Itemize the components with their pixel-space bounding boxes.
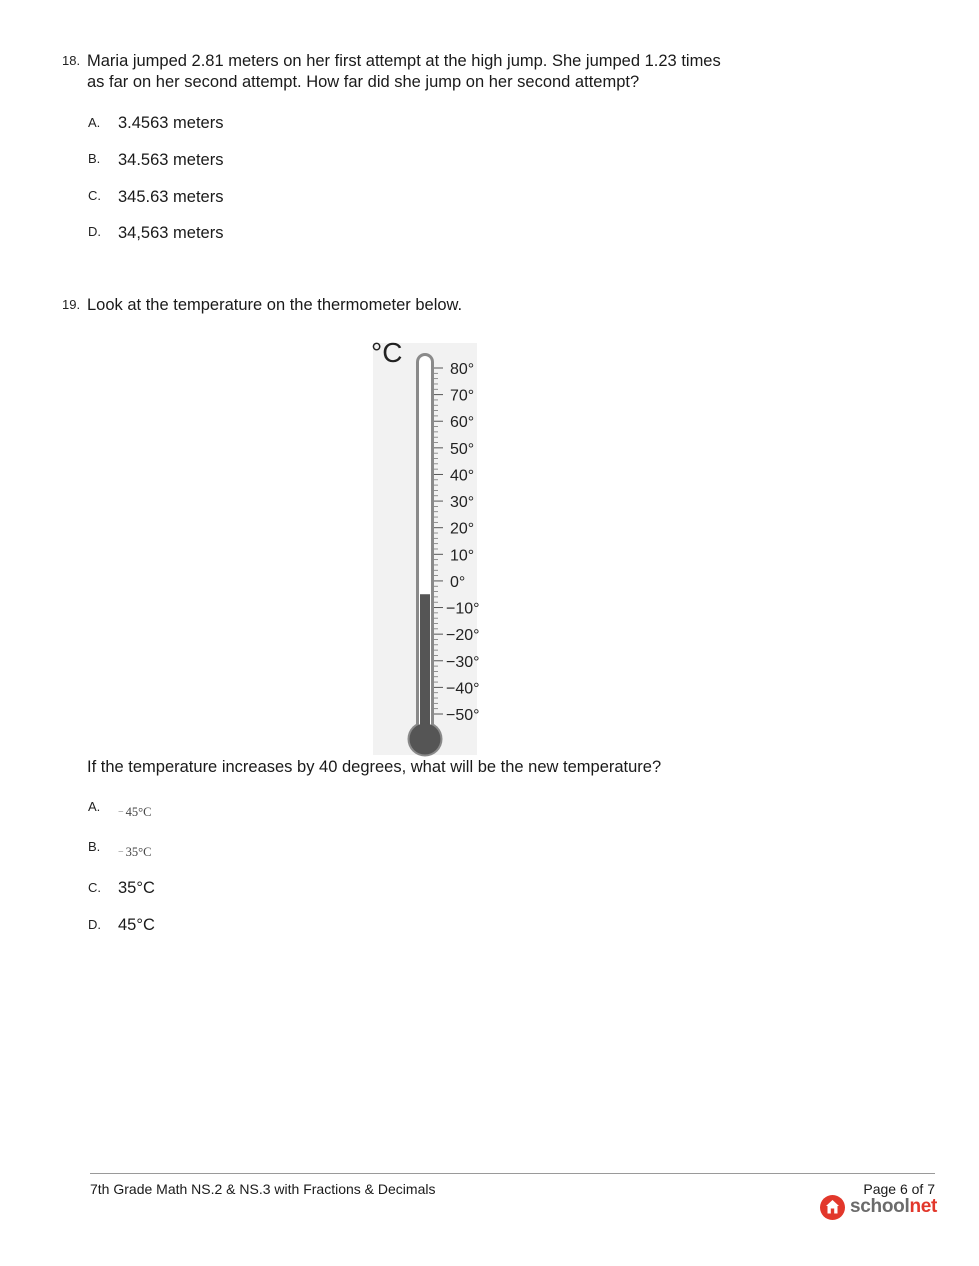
option-text: 35°C xyxy=(118,879,155,897)
negative-sign: − xyxy=(118,807,124,818)
option-text: 45°C xyxy=(118,916,155,934)
question-19-text: If the temperature increases by 40 degrees, what will be the new temperature? xyxy=(87,758,662,776)
scale-label: −10° xyxy=(446,600,480,618)
option-text: 345.63 meters xyxy=(118,188,224,206)
scale-label: 0° xyxy=(450,573,466,591)
thermometer-figure xyxy=(365,333,485,758)
option-value: 35°C xyxy=(125,845,152,859)
option-text xyxy=(118,845,151,860)
scale-label: 70° xyxy=(450,387,475,405)
option-letter: C. xyxy=(88,188,101,203)
option-letter: D. xyxy=(88,917,101,932)
scale-label: 40° xyxy=(450,467,475,485)
scale-label: 60° xyxy=(450,414,475,432)
scale-label: −40° xyxy=(446,680,480,698)
scale-label: 10° xyxy=(450,547,475,565)
scale-label: 50° xyxy=(450,440,475,458)
scale-label: −20° xyxy=(446,627,480,645)
bulb-fill xyxy=(410,724,441,755)
question-18-text xyxy=(87,51,721,93)
scale-label: 20° xyxy=(450,520,475,538)
option-letter: B. xyxy=(88,839,101,854)
scale-label: 30° xyxy=(450,494,475,512)
scale-label: −50° xyxy=(446,707,480,724)
footer-title: 7th Grade Math NS.2 & NS.3 with Fractions & Decimals xyxy=(90,1181,436,1197)
option-letter: A. xyxy=(88,115,101,130)
question-18-line-2: as far on her second attempt. How far did she jump on her second attempt? xyxy=(87,73,640,91)
option-text: 34,563 meters xyxy=(118,224,224,242)
question-19-number: 19. xyxy=(62,297,81,312)
negative-sign: − xyxy=(118,847,124,858)
option-value: 45°C xyxy=(125,805,152,819)
question-18-number: 18. xyxy=(62,53,81,68)
logo-word-net: net xyxy=(909,1196,938,1217)
option-letter: C. xyxy=(88,880,101,895)
logo-wordmark xyxy=(850,1196,937,1218)
option-text: 34.563 meters xyxy=(118,151,224,169)
logo-word-school: school xyxy=(850,1196,910,1217)
option-letter: B. xyxy=(88,151,101,166)
mercury-column xyxy=(420,594,430,739)
logo-house-icon xyxy=(820,1195,845,1220)
question-19-prompt: Look at the temperature on the thermometer below. xyxy=(87,296,463,314)
option-letter: A. xyxy=(88,799,101,814)
question-18-line-1: Maria jumped 2.81 meters on her first attempt at the high jump. She jumped 1.23 times xyxy=(87,52,721,70)
unit-label: °C xyxy=(371,337,403,368)
option-text xyxy=(118,805,151,820)
page-number: Page 6 of 7 xyxy=(863,1181,935,1197)
option-text: 3.4563 meters xyxy=(118,114,224,132)
schoolnet-logo xyxy=(820,1195,940,1221)
scale-label: 80° xyxy=(450,361,475,378)
scale-label: −30° xyxy=(446,653,480,671)
footer-divider xyxy=(90,1173,935,1174)
option-letter: D. xyxy=(88,224,101,239)
